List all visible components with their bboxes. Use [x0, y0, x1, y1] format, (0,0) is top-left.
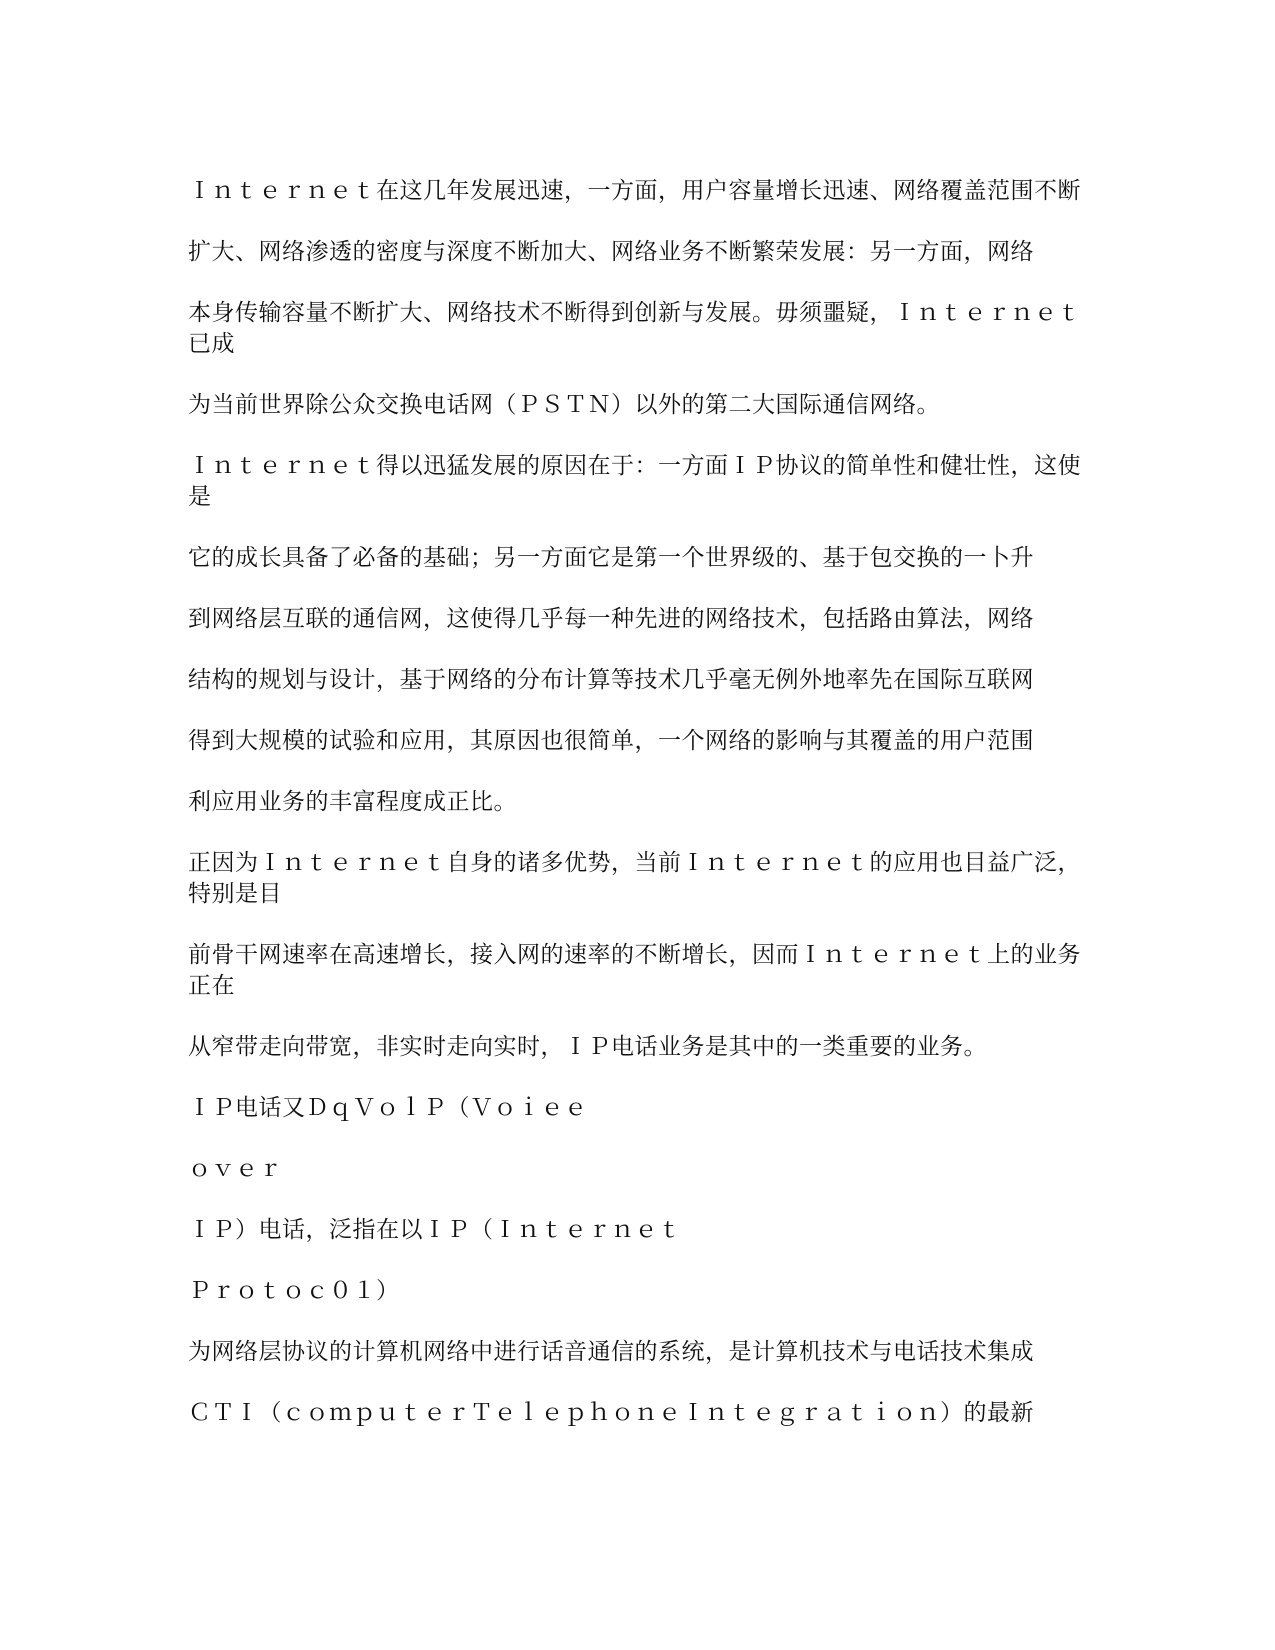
text-line: ＣＴＩ（ｃｏｍｐｕｔｅｒＴｅｌｅｐｈｏｎｅＩｎｔｅｇｒａｔｉｏｎ）的最新 — [188, 1400, 1034, 1426]
text-line: ＩＰ）电话，泛指在以ＩＰ（Ｉｎｔｅｒｎｅｔ — [188, 1217, 682, 1243]
text-line: Ｉｎｔｅｒｎｅｔ在这几年发展迅速，一方面，用户容量增长迅速、网络覆盖范围不断 — [188, 178, 1081, 204]
text-line: 它的成长具备了必备的基础；另一方面它是第一个世界级的、基于包交换的一卜升 — [188, 545, 1034, 571]
text-line: 结构的规划与设计，基于网络的分布计算等技术几乎毫无例外地率先在国际互联网 — [188, 667, 1034, 693]
text-line: 利应用业务的丰富程度成正比。 — [188, 789, 517, 815]
document-body — [188, 176, 1088, 1459]
text-line: 到网络层互联的通信网，这使得几乎每一种先进的网络技术，包括路由算法，网络 — [188, 606, 1034, 632]
text-line: 得到大规模的试验和应用，其原因也很简单，一个网络的影响与其覆盖的用户范围 — [188, 728, 1034, 754]
text-line: ＩＰ电话又ＤｑＶｏｌＰ（Ｖｏｉｅｅ — [188, 1095, 588, 1121]
text-line: 为当前世界除公众交换电话网（ＰＳＴＮ）以外的第二大国际通信网络。 — [188, 392, 940, 418]
text-line: 正因为Ｉｎｔｅｒｎｅｔ自身的诸多优势，当前Ｉｎｔｅｒｎｅｔ的应用也目益广泛，特别是目 — [188, 850, 1081, 907]
text-line: 扩大、网络渗透的密度与深度不断加大、网络业务不断繁荣发展：另一方面，网络 — [188, 239, 1034, 265]
text-line: ｏｖｅｒ — [188, 1156, 282, 1182]
text-line: Ｐｒｏｔｏｃ０１） — [188, 1278, 400, 1304]
text-line: 前骨干网速率在高速增长，接入网的速率的不断增长，因而Ｉｎｔｅｒｎｅｔ上的业务正在 — [188, 942, 1081, 999]
text-line: 为网络层协议的计算机网络中进行话音通信的系统，是计算机技术与电话技术集成 — [188, 1339, 1034, 1365]
text-line: 从窄带走向带宽，非实时走向实时，ＩＰ电话业务是其中的一类重要的业务。 — [188, 1034, 987, 1060]
text-line: Ｉｎｔｅｒｎｅｔ得以迅猛发展的原因在于：一方面ＩＰ协议的简单性和健壮性，这使是 — [188, 453, 1081, 510]
text-line: 本身传输容量不断扩大、网络技术不断得到创新与发展。毋须噩疑，Ｉｎｔｅｒｎｅｔ已成 — [188, 300, 1081, 357]
